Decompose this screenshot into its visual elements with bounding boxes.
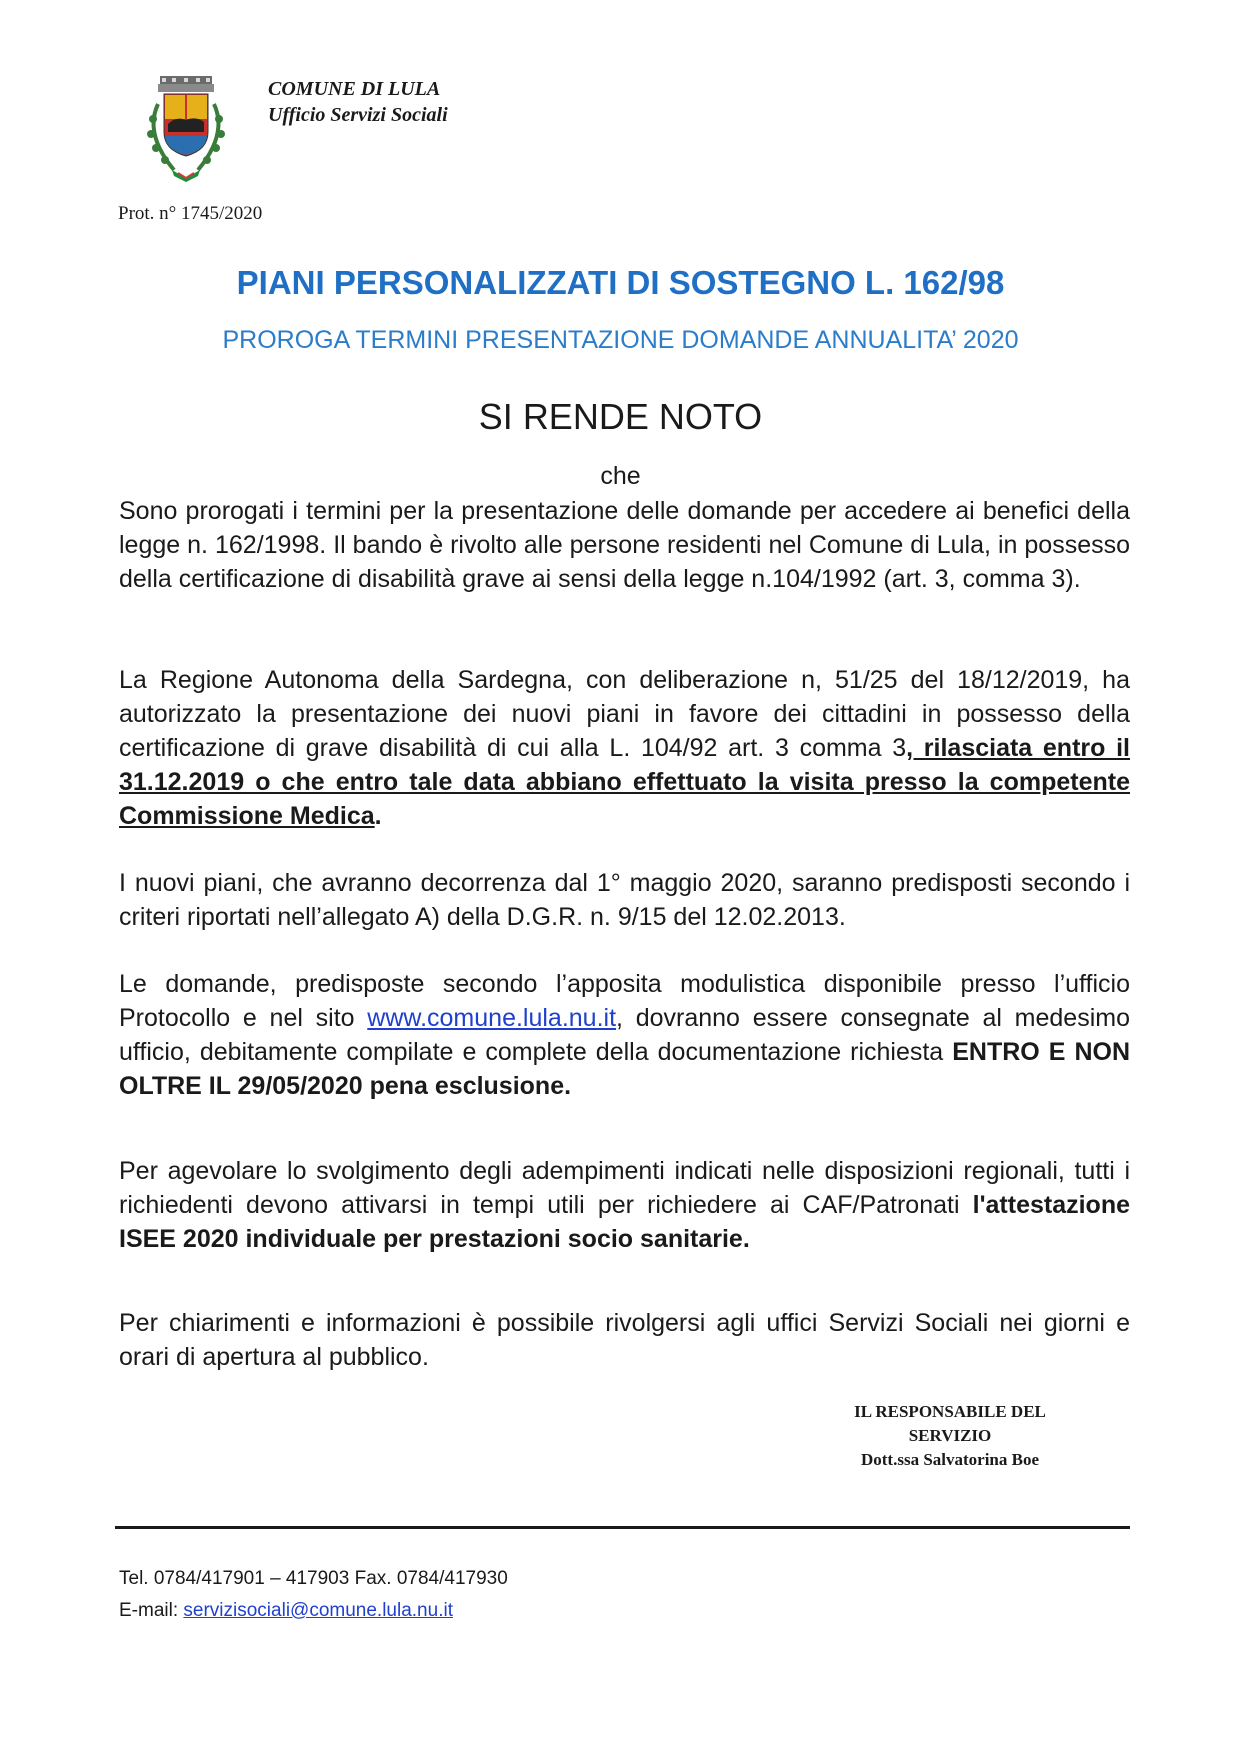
paragraph-regional-deliberation (119, 663, 1130, 833)
document-subtitle: PROROGA TERMINI PRESENTAZIONE DOMANDE ANNUALITA’ 2020 (222, 326, 1019, 354)
signature-block (800, 1400, 1100, 1472)
paragraph-isee (119, 1154, 1130, 1256)
isee-requirement: l'attestazione ISEE 2020 individuale per prestazioni socio sanitarie. (119, 1191, 1130, 1253)
deadline: ENTRO E NON OLTRE IL 29/05/2020 pena esclusione. (119, 1038, 1130, 1100)
signature-title-cont: SERVIZIO (908, 1426, 992, 1445)
paragraph-text: La Regione Autonoma della Sardegna, con deliberazione n, 51/25 del 18/12/2019, ha autorizzato la presentazione dei nuovi piani in favore dei cittadini in possesso della certificazione di grave disabilità di cui alla L. 104/92 art. 3 comma 3 (119, 666, 1130, 762)
paragraph-text: , dovranno essere consegnate al medesimo ufficio, debitamente compilate e complete della documentazione richiesta (119, 1004, 1130, 1066)
footer-phone: Tel. 0784/417901 – 417903 Fax. 0784/417930 (119, 1568, 508, 1589)
office-name: Ufficio Servizi Sociali (268, 104, 448, 126)
website-link[interactable]: www.comune.lula.nu.it (367, 1004, 617, 1032)
signature-title: IL RESPONSABILE DEL (854, 1402, 1046, 1421)
document-title: PIANI PERSONALIZZATI DI SOSTEGNO L. 162/98 (236, 264, 1005, 301)
paragraph-text: Le domande, predisposte secondo l’apposita modulistica disponibile presso l’ufficio Protocollo e nel sito (119, 970, 1130, 1032)
paragraph-end: . (374, 802, 382, 830)
protocol-number: Prot. n° 1745/2020 (118, 203, 263, 224)
email-link[interactable]: servizisociali@comune.lula.nu.it (183, 1600, 453, 1621)
office-header (268, 76, 448, 128)
paragraph-text: Per agevolare lo svolgimento degli adempimenti indicati nelle disposizioni regionali, tutti i richiedenti devono attivarsi in tempi utili per richiedere ai CAF/Patronati (119, 1157, 1130, 1219)
eligibility-condition: , rilasciata entro il 31.12.2019 o che entro tale data abbiano effettuato la visita presso la competente Commissione Medica (119, 734, 1130, 830)
paragraph-extension: Sono prorogati i termini per la presentazione delle domande per accedere ai benefici della legge n. 162/1998. Il bando è rivolto alle persone residenti nel Comune di Lula, in possesso della certificazione di disabilità grave ai sensi della legge n.104/1992 (art. 3, comma 3). (119, 497, 1130, 593)
notice-conjunction: che (600, 462, 641, 490)
footer-email (119, 1600, 453, 1622)
paragraph-applications (119, 967, 1130, 1103)
paragraph-new-plans: I nuovi piani, che avranno decorrenza dal 1° maggio 2020, saranno predisposti secondo i criteri riportati nell’allegato A) della D.G.R. n. 9/15 del 12.02.2013. (119, 869, 1130, 931)
coat-of-arms-logo (138, 74, 234, 184)
signatory-name: Dott.ssa Salvatorina Boe (860, 1450, 1040, 1469)
footer-divider (115, 1526, 1130, 1529)
municipality-name: COMUNE DI LULA (268, 78, 441, 100)
paragraph-information: Per chiarimenti e informazioni è possibile rivolgersi agli uffici Servizi Sociali nei giorni e orari di apertura al pubblico. (119, 1309, 1130, 1371)
email-label: E-mail: (119, 1600, 184, 1621)
notice-heading: SI RENDE NOTO (478, 396, 763, 437)
